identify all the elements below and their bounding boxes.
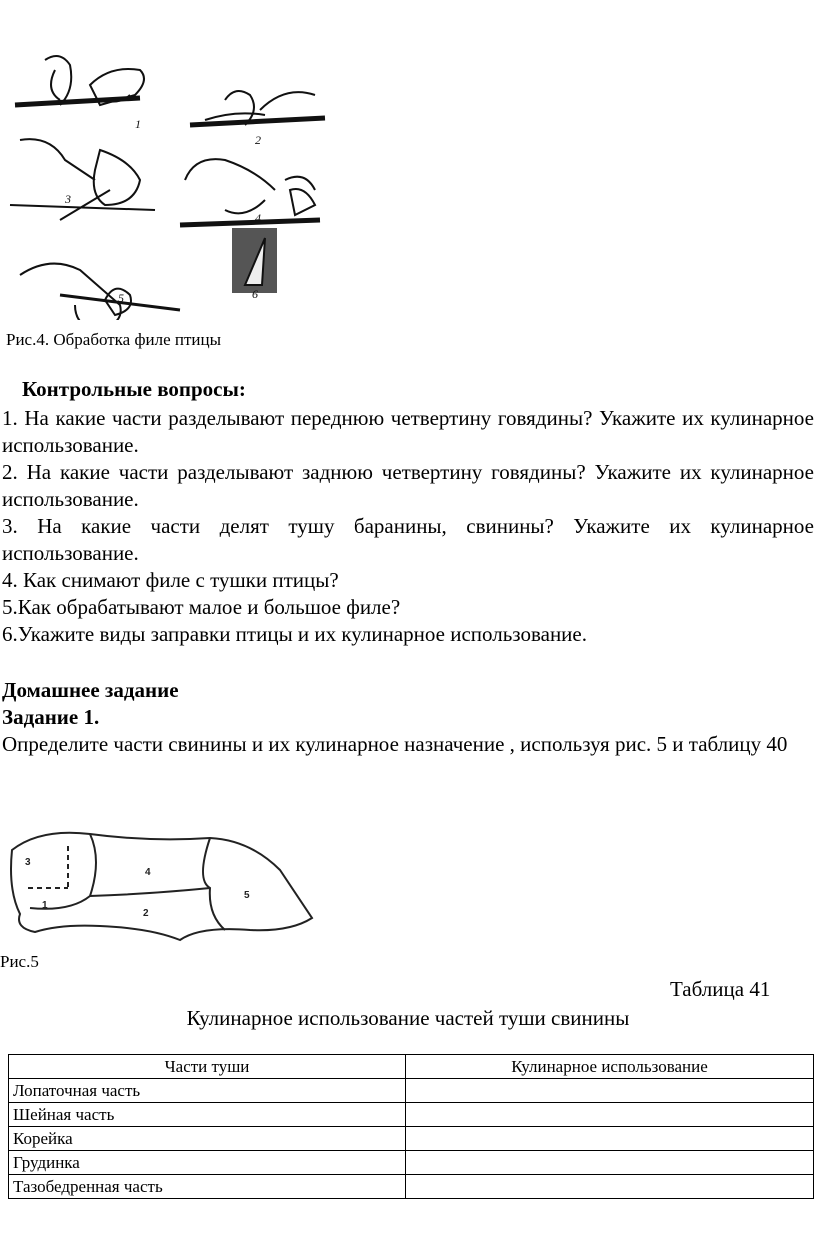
- fig1-label: 4: [255, 211, 261, 225]
- table-row: [9, 1175, 814, 1199]
- fig1-label: 1: [135, 117, 141, 131]
- question-1: 1. На какие части разделывают переднюю четвертину говядины? Укажите их кулинарное использование.: [2, 406, 814, 457]
- table-cell: Тазобедренная часть: [9, 1175, 406, 1199]
- column-header: Части туши: [9, 1055, 406, 1079]
- fig2-label: 3: [25, 857, 31, 868]
- table-cell: [406, 1175, 814, 1199]
- question-5: 5.Как обрабатывают малое и большое филе?: [2, 595, 401, 619]
- figure-5-caption: Рис.5: [0, 952, 39, 971]
- fig1-label: 5: [118, 291, 124, 305]
- table-number: Таблица 41: [670, 977, 771, 1001]
- control-questions-heading: Контрольные вопросы:: [22, 377, 246, 401]
- table-row: [9, 1103, 814, 1127]
- figure-4-caption: Рис.4. Обработка филе птицы: [6, 330, 222, 349]
- question-2: 2. На какие части разделывают заднюю четвертину говядины? Укажите их кулинарное использование.: [2, 460, 814, 511]
- table-cell: [406, 1127, 814, 1151]
- table-row: [9, 1079, 814, 1103]
- question-4: 4. Как снимают филе с тушки птицы?: [2, 568, 339, 592]
- table-cell: [406, 1151, 814, 1175]
- table-header-row: [9, 1055, 814, 1079]
- table-title: Кулинарное использование частей туши свинины: [186, 1006, 630, 1030]
- fig2-label: 2: [143, 908, 149, 919]
- poultry-fillet-illustration: [0, 40, 340, 320]
- pork-carcass-diagram: [0, 820, 330, 950]
- table-cell: Грудинка: [9, 1151, 406, 1175]
- table-row: [9, 1127, 814, 1151]
- table-cell: Лопаточная часть: [9, 1079, 406, 1103]
- table-cell: Шейная часть: [9, 1103, 406, 1127]
- homework-heading: Домашнее задание: [2, 678, 179, 702]
- pork-parts-table: [8, 1054, 814, 1199]
- fig2-label: 5: [244, 890, 250, 901]
- fig1-label: 6: [252, 287, 258, 301]
- fig2-label: 1: [42, 900, 48, 911]
- table-cell: [406, 1103, 814, 1127]
- fig2-label: 4: [145, 867, 151, 878]
- fig1-label: 3: [65, 192, 71, 206]
- task-title: Задание 1.: [2, 705, 100, 729]
- question-6: 6.Укажите виды заправки птицы и их кулинарное использование.: [2, 622, 587, 646]
- table-row: [9, 1151, 814, 1175]
- fig1-label: 2: [255, 133, 261, 147]
- table-cell: [406, 1079, 814, 1103]
- column-header: Кулинарное использование: [406, 1055, 814, 1079]
- table-cell: Корейка: [9, 1127, 406, 1151]
- task-text: Определите части свинины и их кулинарное назначение , используя рис. 5 и таблицу 40: [2, 732, 788, 756]
- question-3: 3. На какие части делят тушу баранины, свинины? Укажите их кулинарное использование.: [2, 514, 814, 565]
